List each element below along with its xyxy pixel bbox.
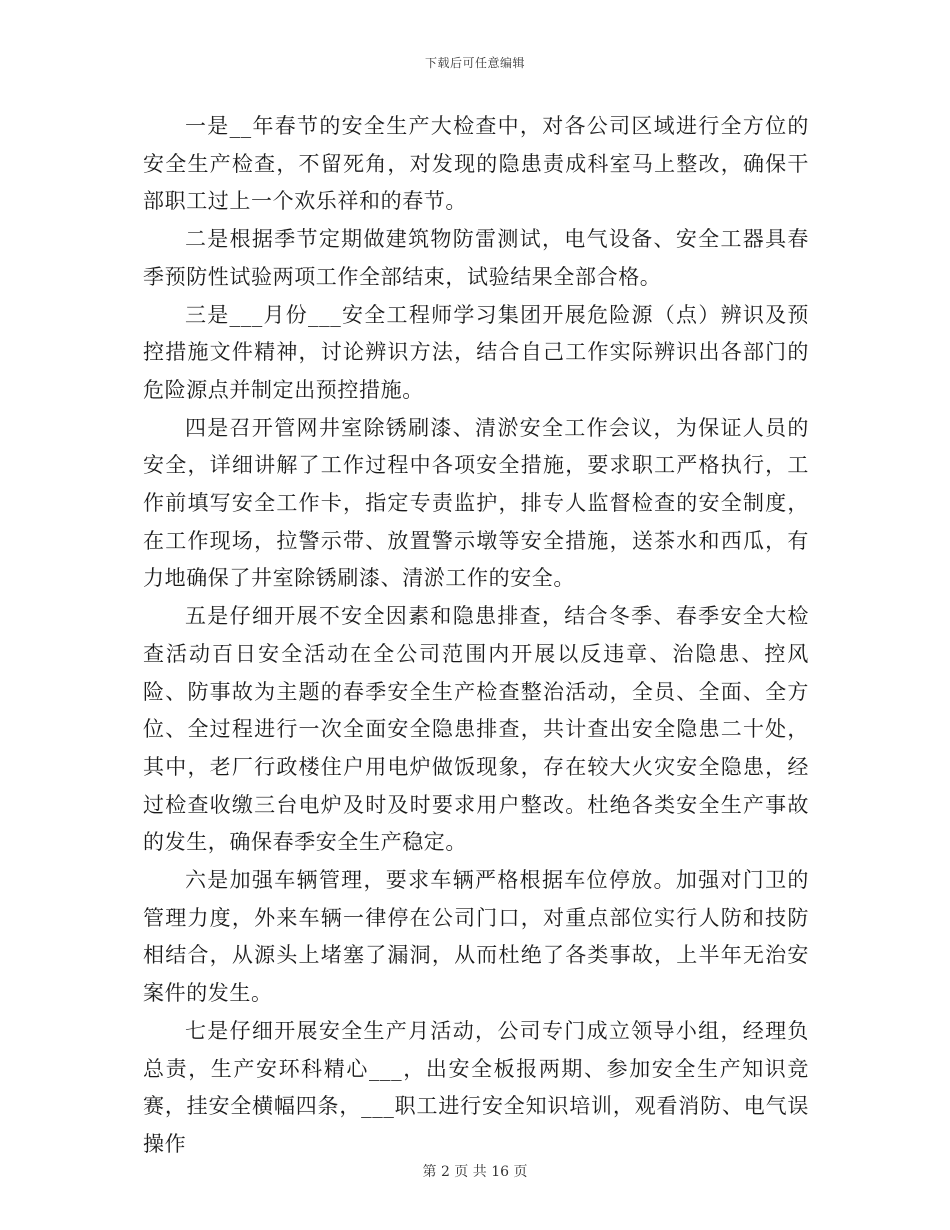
- paragraph-5: 五是仔细开展不安全因素和隐患排查，结合冬季、春季安全大检查活动百日安全活动在全公司范围内开展以反违章、治隐患、控风险、防事故为主题的春季安全生产检查整治活动，全员、全面、全方位、全过程进行一次全面安全隐患排查，共计查出安全隐患二十处，其中，老厂行政楼住户用电炉做饭现象，存在较大火灾安全隐患，经过检查收缴三台电炉及时及时要求用户整改。杜绝各类安全生产事故的发生，确保春季安全生产稳定。: [143, 604, 809, 855]
- paragraph-1: 一是__年春节的安全生产大检查中，对各公司区域进行全方位的安全生产检查，不留死角，对发现的隐患责成科室马上整改，确保干部职工过上一个欢乐祥和的春节。: [143, 114, 809, 214]
- document-body: [143, 108, 809, 1164]
- page-header-note: 下载后可任意编辑: [424, 56, 525, 70]
- paragraph-4: 四是召开管网井室除锈刷漆、清淤安全工作会议，为保证人员的安全，详细讲解了工作过程中各项安全措施，要求职工严格执行，工作前填写安全工作卡，指定专责监护，排专人监督检查的安全制度，在工作现场，拉警示带、放置警示墩等安全措施，送茶水和西瓜，有力地确保了井室除锈刷漆、清淤工作的安全。: [143, 415, 809, 591]
- paragraph-2: 二是根据季节定期做建筑物防雷测试，电气设备、安全工器具春季预防性试验两项工作全部结束，试验结果全部合格。: [143, 227, 809, 289]
- paragraph-7: 七是仔细开展安全生产月活动，公司专门成立领导小组，经理负总责，生产安环科精心___，出安全板报两期、参加安全生产知识竞赛，挂安全横幅四条，___职工进行安全知识培训，观看消防、电气误操作: [143, 1018, 809, 1156]
- paragraph-3: 三是___月份___安全工程师学习集团开展危险源（点）辨识及预控措施文件精神，讨论辨识方法，结合自己工作实际辨识出各部门的危险源点并制定出预控措施。: [143, 302, 809, 402]
- paragraph-6: 六是加强车辆管理，要求车辆严格根据车位停放。加强对门卫的管理力度，外来车辆一律停在公司门口，对重点部位实行人防和技防相结合，从源头上堵塞了漏洞，从而杜绝了各类事故，上半年无治安案件的发生。: [143, 868, 809, 1006]
- page-number: 第 2 页 共 16 页: [422, 1164, 528, 1180]
